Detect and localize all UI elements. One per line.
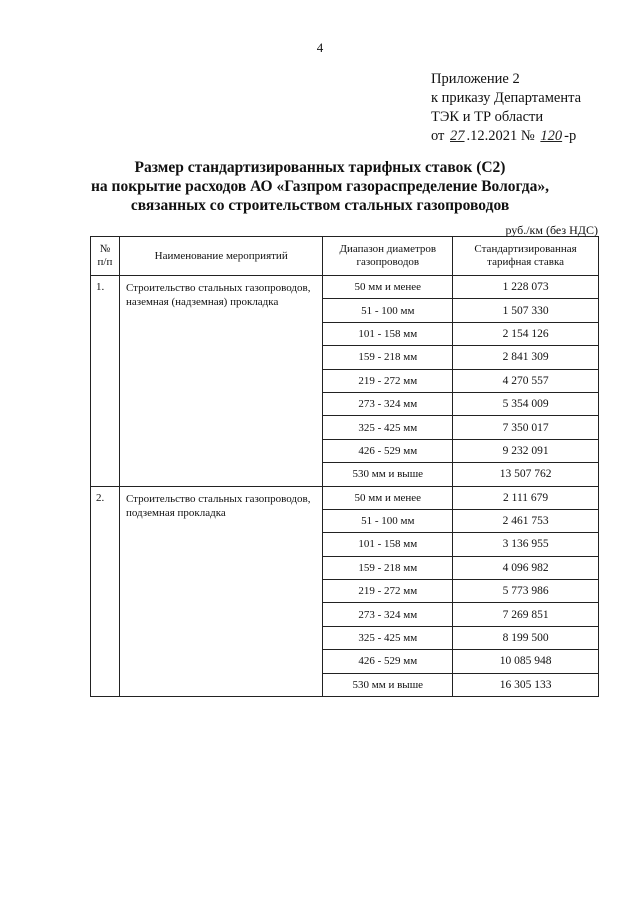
- rate-cell: 1 228 073: [453, 276, 599, 299]
- document-title: [0, 158, 640, 215]
- diameter-cell: 159 - 218 мм: [323, 346, 453, 369]
- diameter-cell: 426 - 529 мм: [323, 650, 453, 673]
- page-number: 4: [316, 40, 324, 55]
- group-name: Строительство стальных газопроводов, подземная прокладка: [119, 486, 322, 697]
- diameter-cell: 50 мм и менее: [323, 486, 453, 509]
- rate-cell: 8 199 500: [453, 626, 599, 649]
- diameter-cell: 101 - 158 мм: [323, 322, 453, 345]
- table-row: [91, 276, 599, 299]
- rate-cell: 10 085 948: [453, 650, 599, 673]
- table-body: [91, 276, 599, 697]
- diameter-cell: 426 - 529 мм: [323, 439, 453, 462]
- title-line-1: Размер стандартизированных тарифных ставок (С2): [134, 159, 506, 176]
- group-number: 2.: [91, 486, 120, 697]
- diameter-cell: 51 - 100 мм: [323, 299, 453, 322]
- diameter-cell: 51 - 100 мм: [323, 509, 453, 532]
- rate-cell: 2 841 309: [453, 346, 599, 369]
- diameter-cell: 219 - 272 мм: [323, 369, 453, 392]
- appendix-line-1: Приложение 2: [431, 71, 520, 87]
- date-day: 27: [450, 128, 465, 144]
- header-diameter: Диапазон диаметров газопроводов: [323, 237, 453, 276]
- table-header-row: [91, 237, 599, 276]
- header-rate: Стандартизированная тарифная ставка: [453, 237, 599, 276]
- rate-cell: 2 461 753: [453, 509, 599, 532]
- tariff-table: [90, 236, 599, 697]
- appendix-date-line: [431, 127, 581, 146]
- diameter-cell: 273 - 324 мм: [323, 603, 453, 626]
- rate-cell: 7 350 017: [453, 416, 599, 439]
- rate-cell: 5 773 986: [453, 580, 599, 603]
- group-name: Строительство стальных газопроводов, наземная (надземная) прокладка: [119, 276, 322, 487]
- diameter-cell: 273 - 324 мм: [323, 392, 453, 415]
- rate-cell: 5 354 009: [453, 392, 599, 415]
- order-number: 120: [540, 128, 563, 144]
- rate-cell: 9 232 091: [453, 439, 599, 462]
- diameter-cell: 530 мм и выше: [323, 463, 453, 486]
- diameter-cell: 325 - 425 мм: [323, 416, 453, 439]
- date-prefix: от: [431, 128, 445, 144]
- rate-cell: 4 096 982: [453, 556, 599, 579]
- units-note: руб./км (без НДС): [505, 223, 598, 237]
- rate-cell: 13 507 762: [453, 463, 599, 486]
- diameter-cell: 219 - 272 мм: [323, 580, 453, 603]
- header-num: № п/п: [91, 237, 120, 276]
- rate-cell: 16 305 133: [453, 673, 599, 696]
- appendix-block: [431, 70, 581, 146]
- rate-cell: 7 269 851: [453, 603, 599, 626]
- diameter-cell: 50 мм и менее: [323, 276, 453, 299]
- group-number: 1.: [91, 276, 120, 487]
- diameter-cell: 159 - 218 мм: [323, 556, 453, 579]
- table-row: [91, 486, 599, 509]
- rate-cell: 4 270 557: [453, 369, 599, 392]
- title-line-3: связанных со строительством стальных газопроводов: [130, 197, 510, 214]
- order-suffix: -р: [564, 128, 577, 144]
- appendix-line-3: ТЭК и ТР области: [431, 109, 544, 125]
- diameter-cell: 530 мм и выше: [323, 673, 453, 696]
- rate-cell: 1 507 330: [453, 299, 599, 322]
- appendix-line-2: к приказу Департамента: [431, 90, 582, 106]
- diameter-cell: 325 - 425 мм: [323, 626, 453, 649]
- rate-cell: 2 154 126: [453, 322, 599, 345]
- diameter-cell: 101 - 158 мм: [323, 533, 453, 556]
- title-line-2: на покрытие расходов АО «Газпром газораспределение Вологда»,: [90, 178, 550, 195]
- date-rest: .12.2021 №: [466, 128, 535, 144]
- rate-cell: 3 136 955: [453, 533, 599, 556]
- rate-cell: 2 111 679: [453, 486, 599, 509]
- header-name: Наименование мероприятий: [119, 237, 322, 276]
